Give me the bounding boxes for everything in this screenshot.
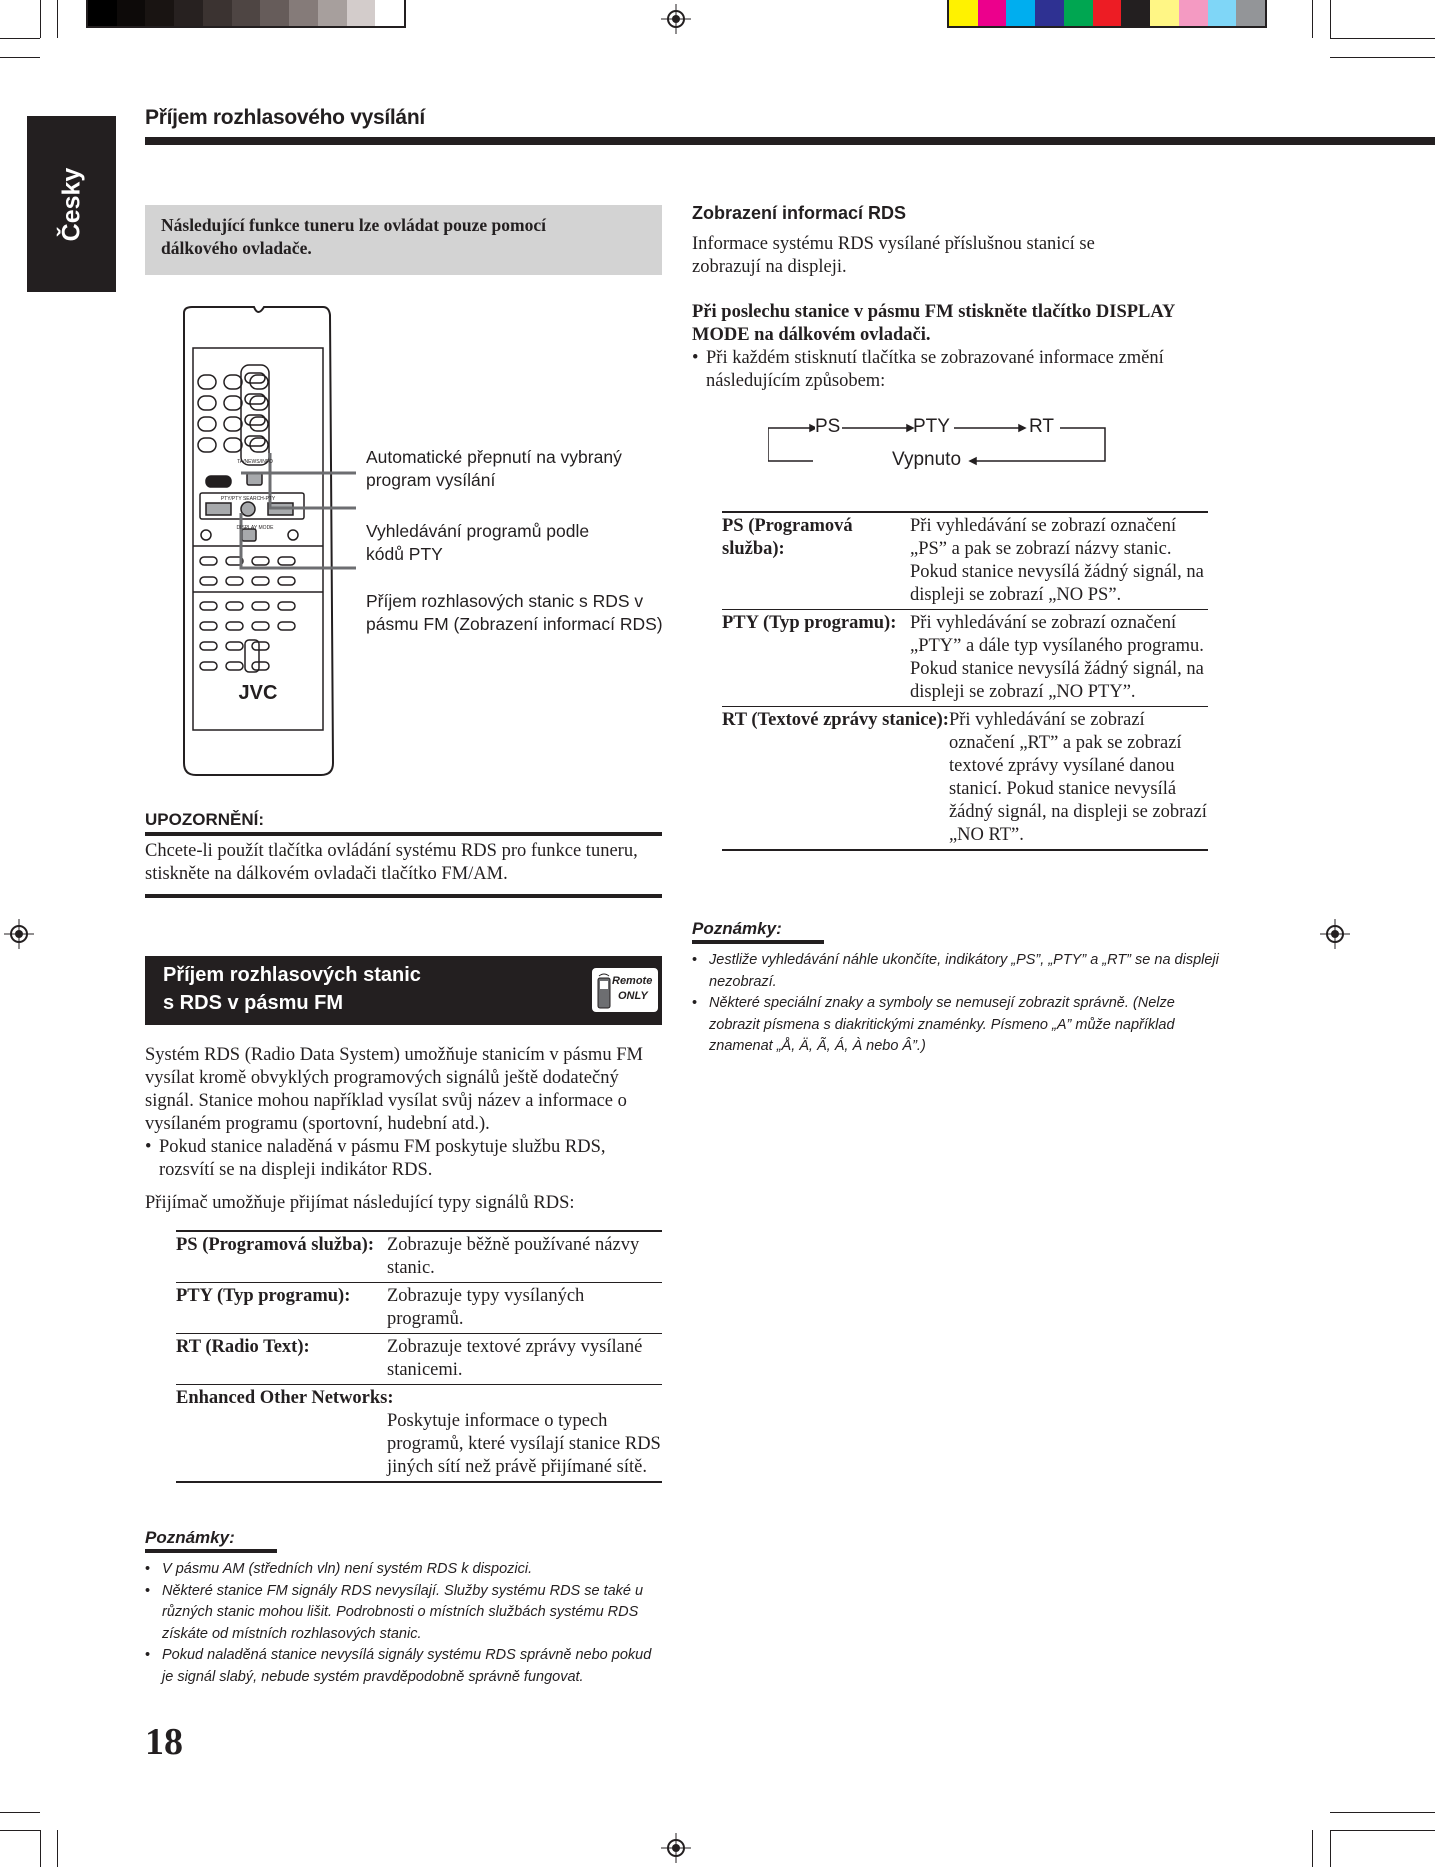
crop-mark xyxy=(1330,0,1331,38)
row-description: Zobrazuje textové zprávy vysílané stanicemi. xyxy=(387,1337,643,1380)
row-label: PTY (Typ programu): xyxy=(176,1286,351,1306)
notes-left-title: Poznámky: xyxy=(145,1528,277,1553)
calibration-swatch xyxy=(1035,0,1064,26)
signal-types-table xyxy=(176,1230,662,1483)
calibration-swatch xyxy=(318,0,347,26)
display-info-table xyxy=(722,511,1208,851)
caution-title: UPOZORNĚNÍ: xyxy=(145,810,264,829)
calibration-swatch xyxy=(1236,0,1265,26)
remote-icon xyxy=(596,972,612,1010)
intro-box-text: Následující funkce tuneru lze ovládat pouze pomocí dálkového ovladače. xyxy=(161,215,546,258)
section-title-line2: s RDS v pásmu FM xyxy=(163,992,344,1014)
svg-text:DISPLAY MODE: DISPLAY MODE xyxy=(236,525,274,531)
caution-rule-bottom xyxy=(145,894,662,898)
notes-right xyxy=(692,919,1222,1058)
svg-text:TA/NEWS/INFO: TA/NEWS/INFO xyxy=(237,459,273,465)
table-row xyxy=(176,1334,662,1385)
crop-mark xyxy=(1330,1812,1435,1813)
registration-mark-icon xyxy=(4,919,34,949)
calibration-swatch xyxy=(375,0,404,26)
calibration-swatch xyxy=(145,0,174,26)
crop-mark xyxy=(57,1830,58,1867)
remote-only-badge xyxy=(591,967,659,1013)
table-row xyxy=(176,1283,662,1334)
rds-indicator-text: Pokud stanice naladěná v pásmu FM poskytuje službu RDS, rozsvítí se na displeji indikátor RDS. xyxy=(159,1137,606,1180)
notes-right-title: Poznámky: xyxy=(692,919,824,944)
table-row xyxy=(722,513,1208,610)
page-number: 18 xyxy=(145,1721,183,1763)
cycle-off: Vypnuto xyxy=(889,449,964,471)
crop-mark xyxy=(40,1830,41,1867)
color-calibration-bar xyxy=(947,0,1267,28)
crop-mark xyxy=(0,1830,40,1831)
rds-display-title: Zobrazení informací RDS xyxy=(692,203,907,223)
calibration-swatch xyxy=(1179,0,1208,26)
badge-only-label: ONLY xyxy=(618,990,648,1002)
crop-mark xyxy=(1330,38,1435,39)
row-label: Enhanced Other Networks: xyxy=(176,1388,394,1408)
row-label: PS (Programová služba): xyxy=(722,516,853,559)
callout-pty-search: Vyhledávání programů podle kódů PTY xyxy=(366,521,590,564)
rds-display-bullet-text: Při každém stisknutí tlačítka se zobrazované informace změní následujícím způsobem: xyxy=(706,348,1164,391)
rds-indicator-bullet: • Pokud stanice naladěná v pásmu FM poskytuje službu RDS, rozsvítí se na displeji indikátor RDS. xyxy=(145,1137,606,1180)
calibration-swatch xyxy=(1150,0,1179,26)
calibration-swatch xyxy=(232,0,261,26)
registration-mark-icon xyxy=(1320,919,1350,949)
notes-left xyxy=(145,1528,665,1688)
crop-mark xyxy=(1330,1830,1435,1831)
display-cycle-diagram xyxy=(768,416,1108,470)
calibration-swatch xyxy=(174,0,203,26)
calibration-swatch xyxy=(1121,0,1150,26)
calibration-swatch xyxy=(978,0,1007,26)
rds-description: Systém RDS (Radio Data System) umožňuje stanicím v pásmu FM vysílat kromě obvyklých programových signálů ještě dodatečný signál. Stanice mohou například vysílat svůj název a informace o vysílaném programu (sportovní, hudební atd.). xyxy=(145,1045,643,1134)
row-label: RT (Textové zprávy stanice): xyxy=(722,710,949,730)
calibration-swatch xyxy=(203,0,232,26)
row-label: RT (Radio Text): xyxy=(176,1337,310,1357)
svg-text:PTY/PTY SEARCH-PTY: PTY/PTY SEARCH-PTY xyxy=(220,496,276,502)
calibration-swatch xyxy=(88,0,117,26)
calibration-swatch xyxy=(260,0,289,26)
row-description: Při vyhledávání se zobrazí označení „RT” a pak se zobrazí textové zprávy vysílané danou stanicí. Pokud stanice nevysílá žádný signál, na displeji se zobrazí „NO RT”. xyxy=(948,710,1207,845)
note-item: • Jestliže vyhledávání náhle ukončíte, indikátory „PS”, „PTY” a „RT” se na displeji nezobrazí. xyxy=(692,950,1222,993)
grayscale-calibration-bar xyxy=(86,0,406,28)
callout-auto-switch: Automatické přepnutí na vybraný program vysílání xyxy=(366,447,622,490)
note-item: • V pásmu AM (středních vln) není systém RDS k dispozici. xyxy=(145,1559,665,1581)
calibration-swatch xyxy=(117,0,146,26)
calibration-swatch xyxy=(347,0,376,26)
badge-remote-label: Remote xyxy=(612,975,653,987)
row-description: Zobrazuje běžně používané názvy stanic. xyxy=(387,1235,640,1278)
rds-display-instruction: Při poslechu stanice v pásmu FM stiskněte tlačítko DISPLAY MODE na dálkovém ovladači. xyxy=(692,302,1175,345)
caution-text: Chcete-li použít tlačítka ovládání systému RDS pro funkce tuneru, stiskněte na dálkovém ovladači tlačítko FM/AM. xyxy=(145,841,638,884)
note-item: • Pokud naladěná stanice nevysílá signály systému RDS správně nebo pokud je signál slabý, nebude systém pravděpodobně správně fungovat. xyxy=(145,1645,665,1688)
crop-mark xyxy=(1330,57,1435,58)
header-rule xyxy=(145,137,1435,145)
callout-rds-reception: Příjem rozhlasových stanic s RDS v pásmu FM (Zobrazení informací RDS) xyxy=(366,591,663,634)
calibration-swatch xyxy=(289,0,318,26)
note-item: • Některé speciální znaky a symboly se nemusejí zobrazit správně. (Nelze zobrazit písmena s diakritickými znaménky. Písmeno „A” může například znamenat „Å, Ä, Ã, Á, À nebo Â”.) xyxy=(692,993,1222,1058)
row-description: Při vyhledávání se zobrazí označení „PS” a pak se zobrazí názvy stanic. Pokud stanice nevysílá žádný signál, na displeji se zobrazí „NO PS”. xyxy=(910,516,1204,605)
cycle-pty: PTY xyxy=(913,416,950,437)
crop-mark xyxy=(0,57,40,58)
calibration-swatch xyxy=(1064,0,1093,26)
language-tab xyxy=(27,116,116,292)
registration-mark-icon xyxy=(661,1833,691,1863)
crop-mark xyxy=(57,0,58,38)
remote-brand-logo: JVC xyxy=(238,682,278,704)
table-row xyxy=(176,1232,662,1283)
crop-mark xyxy=(1312,0,1313,38)
row-label: PS (Programová služba): xyxy=(176,1235,374,1255)
crop-mark xyxy=(40,0,41,38)
intro-box xyxy=(145,205,662,275)
rds-display-intro: Informace systému RDS vysílané příslušnou stanicí se zobrazují na displeji. xyxy=(692,234,1095,277)
row-description: Při vyhledávání se zobrazí označení „PTY” a dále typ vysílaného programu. Pokud stanice nevysílá žádný signál, na displeji se zobrazí „NO PTY”. xyxy=(910,613,1204,702)
calibration-swatch xyxy=(1208,0,1237,26)
caution-rule-top xyxy=(145,832,662,836)
crop-mark xyxy=(1330,1830,1331,1867)
crop-mark xyxy=(1312,1830,1313,1867)
row-description: Zobrazuje typy vysílaných programů. xyxy=(387,1286,585,1329)
table-row xyxy=(722,610,1208,707)
page-title: Příjem rozhlasového vysílání xyxy=(145,106,425,129)
calibration-swatch xyxy=(949,0,978,26)
calibration-swatch xyxy=(1006,0,1035,26)
table-row xyxy=(722,707,1208,849)
section-title-line1: Příjem rozhlasových stanic xyxy=(163,964,421,986)
cycle-ps: PS xyxy=(815,416,841,437)
row-description: Poskytuje informace o typech programů, které vysílají stanice RDS jiných sítí než právě přijímané sítě. xyxy=(387,1411,661,1477)
crop-mark xyxy=(0,1812,40,1813)
rds-display-bullet: • Při každém stisknutí tlačítka se zobrazované informace změní následujícím způsobem: xyxy=(692,348,1164,391)
table-row xyxy=(176,1385,662,1481)
row-label: PTY (Typ programu): xyxy=(722,613,897,633)
language-tab-label: Česky xyxy=(56,167,85,241)
cycle-rt: RT xyxy=(1029,416,1054,437)
section-heading-band xyxy=(145,956,662,1025)
calibration-swatch xyxy=(1093,0,1122,26)
note-item: • Některé stanice FM signály RDS nevysílají. Služby systému RDS se také u různých stanic mohou lišit. Podrobnosti o místních službách systému RDS získáte od místních rozhlasových stanic. xyxy=(145,1581,665,1646)
signal-types-intro: Přijímač umožňuje přijímat následující typy signálů RDS: xyxy=(145,1193,575,1213)
crop-mark xyxy=(0,38,40,39)
registration-mark-icon xyxy=(661,4,691,34)
